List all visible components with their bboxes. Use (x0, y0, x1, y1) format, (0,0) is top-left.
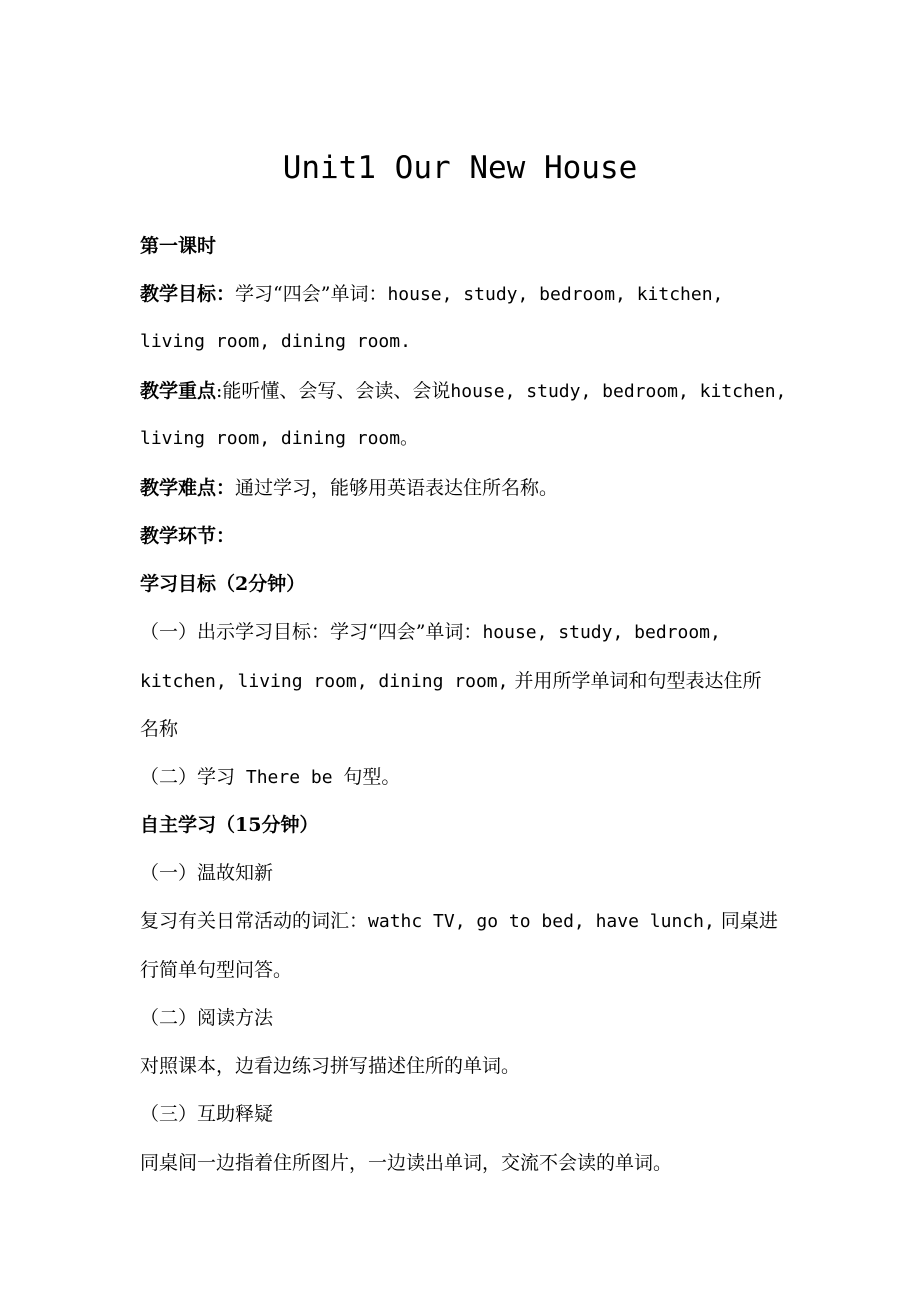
section1-item2-prefix: （二）学习 (140, 766, 236, 788)
key-points-words: house, study, bedroom, kitchen, (450, 381, 787, 402)
section1-item1-line2-words: kitchen, living room, dining room, (140, 671, 509, 692)
section2-sub1-text-line2: 行简单句型问答。 (140, 959, 293, 981)
section1-item2 (140, 762, 810, 793)
section2-sub1-text-en: wathc TV, go to bed, have lunch, (368, 911, 715, 932)
teaching-goal-label: 教学目标： (140, 283, 236, 305)
teaching-goal-text: 学习“四会”单词： (235, 283, 388, 305)
section1-heading: 学习目标（2分钟） (140, 573, 306, 595)
difficulty-line (140, 473, 810, 503)
key-points-label: 教学重点 (140, 380, 217, 402)
section1-item2-en: There be (235, 767, 344, 788)
teaching-goal-line1 (140, 279, 810, 310)
section1-item1-words: house, study, bedroom, (482, 622, 721, 643)
teaching-goal-words: house, study, bedroom, kitchen, (387, 284, 724, 305)
difficulty-label: 教学难点： (140, 477, 236, 499)
key-points-line1 (140, 376, 810, 407)
section2-sub3-text: 同桌间一边指着住所图片，一边读出单词，交流不会读的单词。 (140, 1152, 673, 1174)
section1-item1-line2 (140, 666, 810, 697)
difficulty-text: 通过学习，能够用英语表达住所名称。 (235, 477, 559, 499)
section1-item2-suffix: 句型。 (343, 766, 401, 788)
teaching-goal-line2: living room, dining room. (140, 331, 411, 352)
page-title: Unit1 Our New House (282, 150, 638, 186)
section2-sub1-text-cn: 复习有关日常活动的词汇： (140, 910, 369, 932)
section1-item1-line1 (140, 617, 810, 648)
section2-sub1: （一）温故知新 (140, 862, 274, 884)
key-points-line2: living room, dining room。 (140, 428, 419, 449)
section2-sub3: （三）互助释疑 (140, 1103, 274, 1125)
section2-sub1-text-line1 (140, 906, 810, 937)
section2-sub2-text: 对照课本，边看边练习拼写描述住所的单词。 (140, 1055, 521, 1077)
section1-item1-prefix: （一）出示学习目标：学习“四会”单词： (140, 621, 483, 643)
section1-item1-line3: 名称 (140, 718, 179, 740)
section2-heading: 自主学习（15分钟） (140, 814, 319, 836)
steps-heading: 教学环节： (140, 525, 236, 547)
section1-item1-line2-cn: 并用所学单词和句型表达住所 (508, 670, 762, 692)
key-points-text: :能听懂、会写、会读、会说 (216, 380, 451, 402)
section2-sub1-text-cn2: 同桌进 (714, 910, 778, 932)
section2-sub2: （二）阅读方法 (140, 1007, 274, 1029)
lesson-heading: 第一课时 (140, 235, 217, 257)
